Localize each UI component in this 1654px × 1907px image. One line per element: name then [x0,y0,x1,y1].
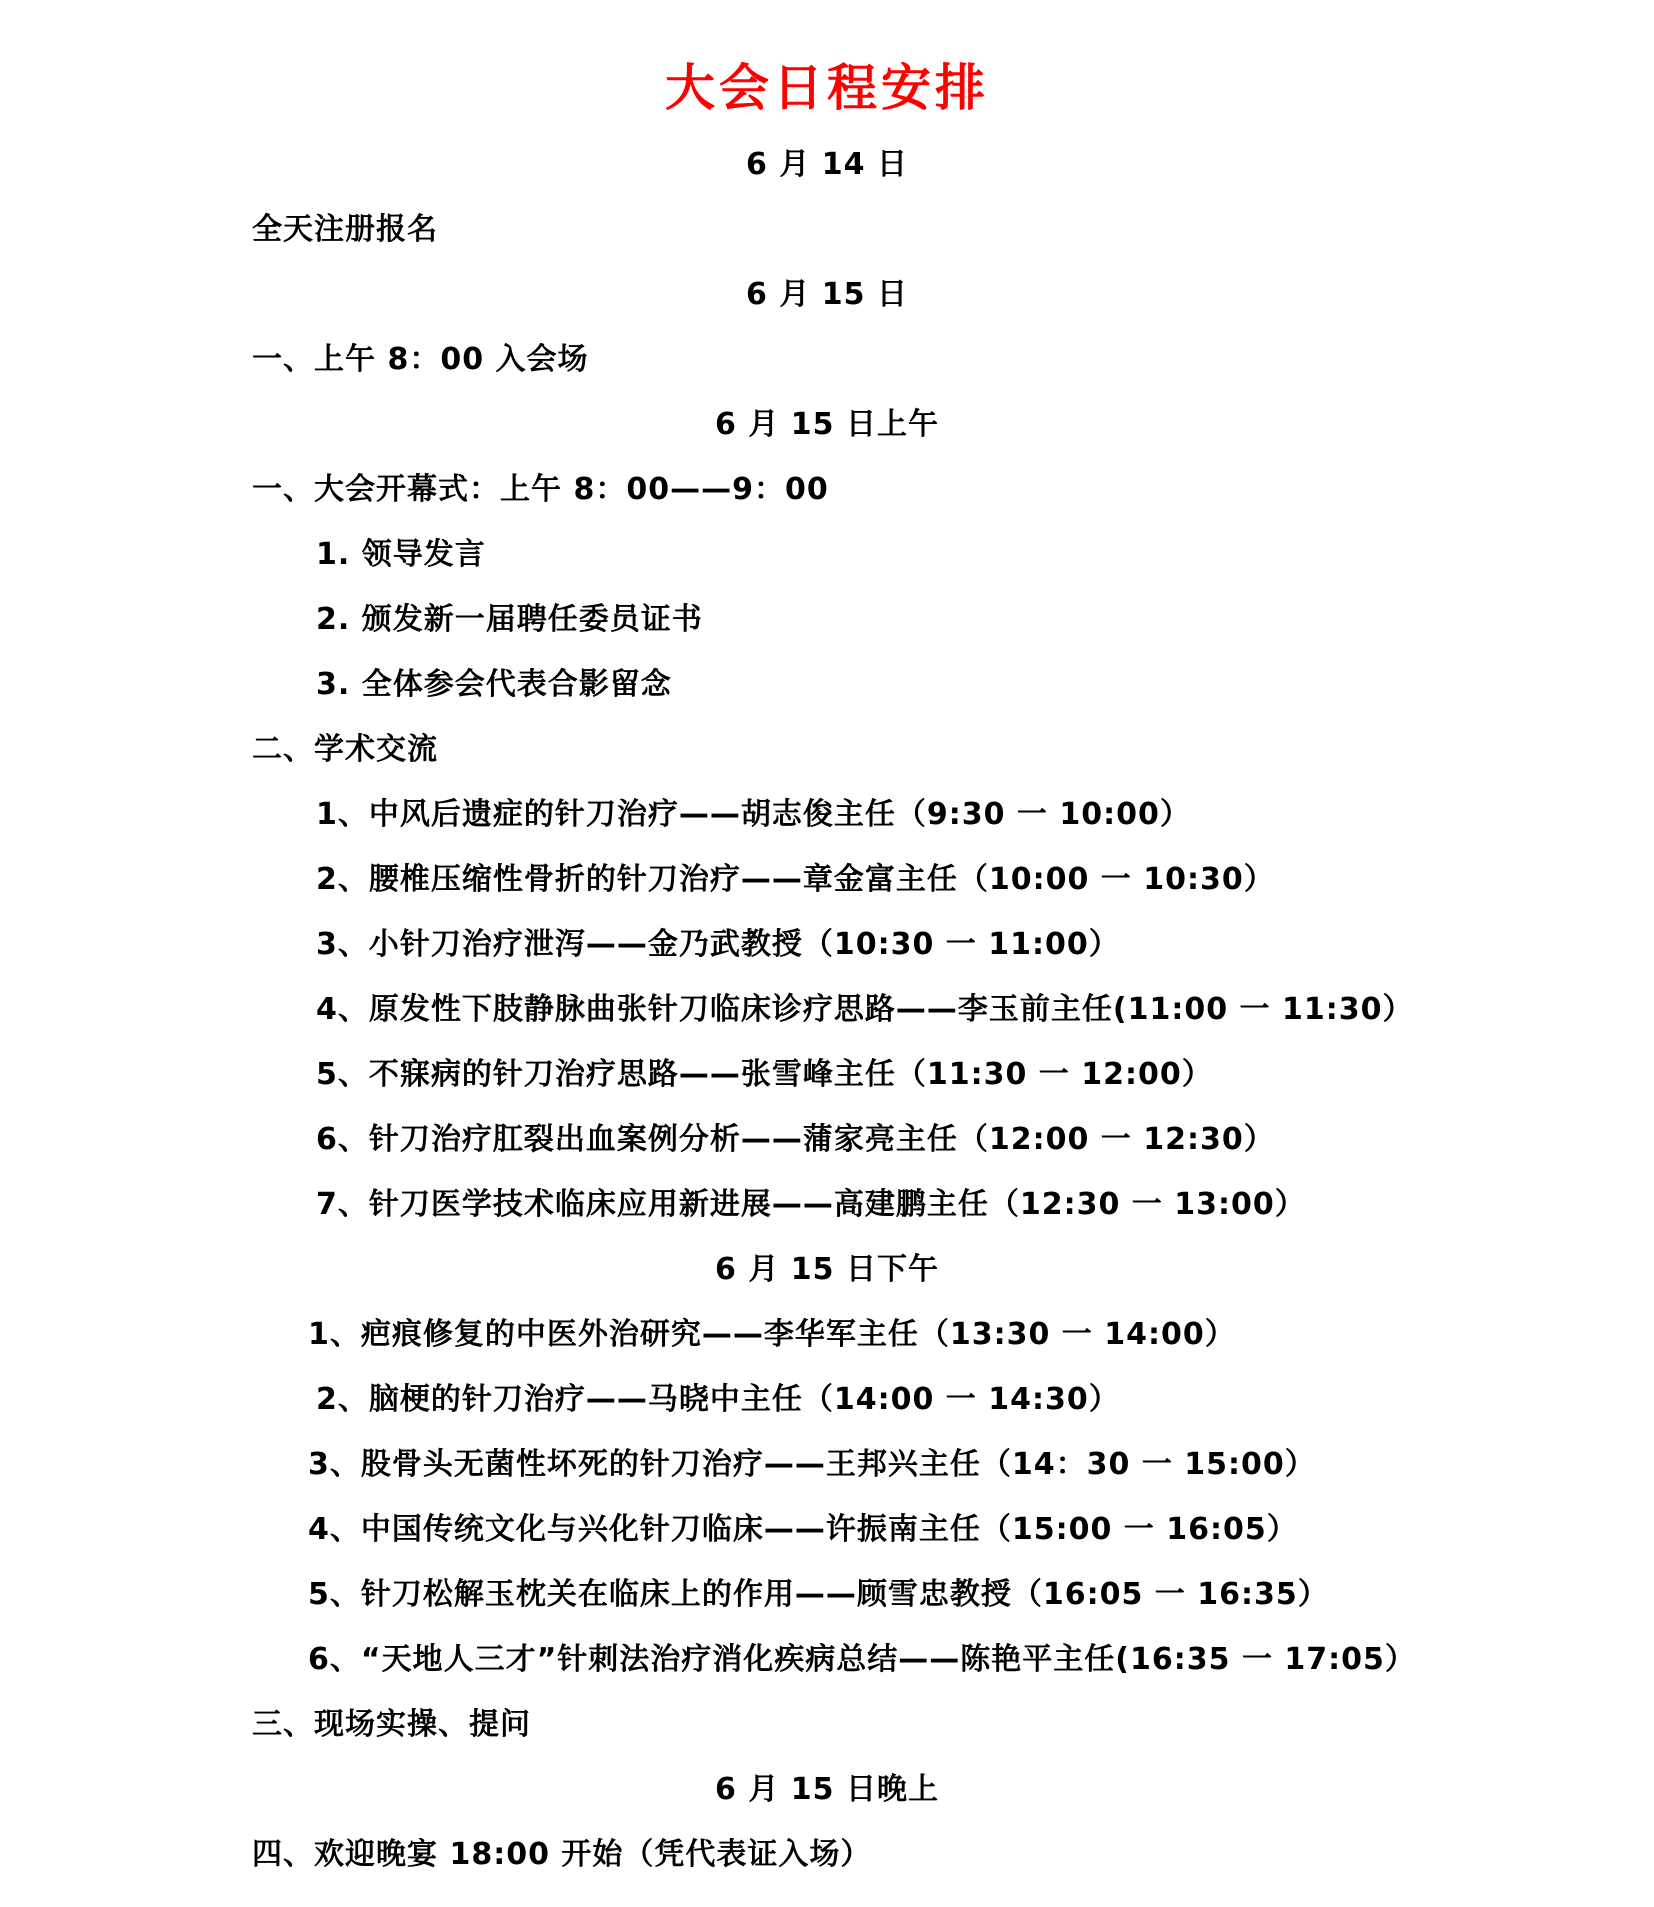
schedule-item: 全天注册报名 [252,212,438,247]
talk-item: 1、疤痕修复的中医外治研究——李华军主任（13:30 一 14:00） [308,1317,1236,1352]
date-heading: 6 月 15 日 [746,277,908,312]
list-item: 3. 全体参会代表合影留念 [316,667,672,702]
talk-item: 7、针刀医学技术临床应用新进展——高建鹏主任（12:30 一 13:00） [316,1187,1306,1222]
document-title: 大会日程安排 [665,59,989,117]
section-heading: 三、现场实操、提问 [252,1707,531,1742]
list-item: 2. 颁发新一届聘任委员证书 [316,602,703,637]
talk-item: 2、脑梗的针刀治疗——马晓中主任（14:00 一 14:30） [316,1382,1120,1417]
section-heading: 二、学术交流 [252,732,438,767]
date-heading: 6 月 15 日上午 [715,407,939,442]
talk-item: 6、“天地人三才”针刺法治疗消化疾病总结——陈艳平主任(16:35 一 17:05） [308,1642,1416,1677]
talk-item: 5、针刀松解玉枕关在临床上的作用——顾雪忠教授（16:05 一 16:35） [308,1577,1329,1612]
date-heading: 6 月 15 日下午 [715,1252,939,1287]
talk-item: 2、腰椎压缩性骨折的针刀治疗——章金富主任（10:00 一 10:30） [316,862,1275,897]
section-heading: 四、欢迎晚宴 18:00 开始（凭代表证入场） [252,1837,872,1872]
date-heading: 6 月 14 日 [746,147,908,182]
talk-item: 4、中国传统文化与兴化针刀临床——许振南主任（15:00 一 16:05） [308,1512,1298,1547]
section-heading: 一、大会开幕式：上午 8：00——9：00 [252,472,829,507]
talk-item: 4、原发性下肢静脉曲张针刀临床诊疗思路——李玉前主任(11:00 一 11:30） [316,992,1414,1027]
talk-item: 5、不寐病的针刀治疗思路——张雪峰主任（11:30 一 12:00） [316,1057,1213,1092]
section-heading: 一、上午 8：00 入会场 [252,342,589,377]
talk-item: 1、中风后遗症的针刀治疗——胡志俊主任（9:30 一 10:00） [316,797,1191,832]
list-item: 1. 领导发言 [316,537,486,572]
talk-item: 3、股骨头无菌性坏死的针刀治疗——王邦兴主任（14：30 一 15:00） [308,1447,1316,1482]
date-heading: 6 月 15 日晚上 [715,1772,939,1807]
talk-item: 6、针刀治疗肛裂出血案例分析——蒲家亮主任（12:00 一 12:30） [316,1122,1275,1157]
talk-item: 3、小针刀治疗泄泻——金乃武教授（10:30 一 11:00） [316,927,1120,962]
